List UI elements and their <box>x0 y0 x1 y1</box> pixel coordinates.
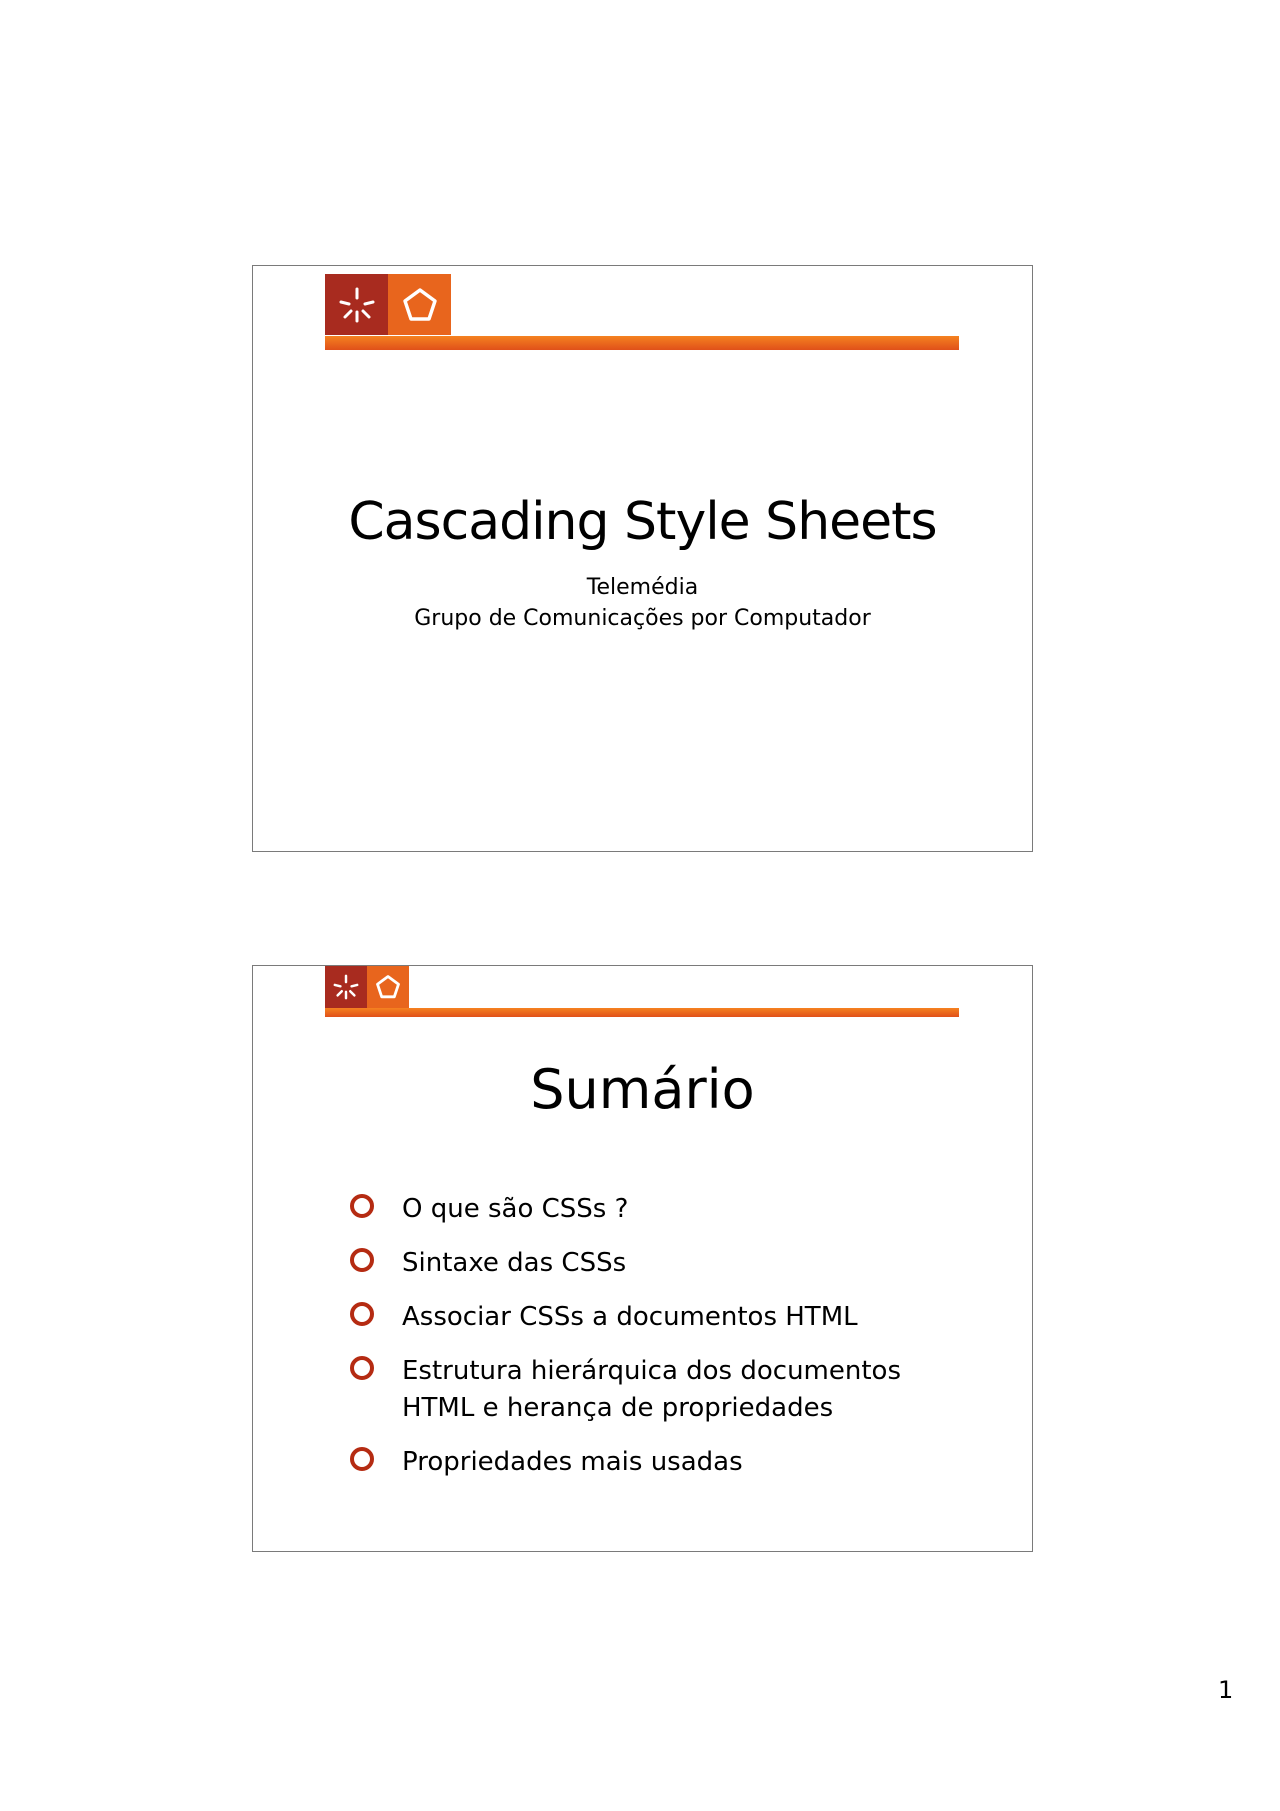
circle-bullet-icon <box>350 1302 374 1326</box>
summary-list <box>350 1191 970 1498</box>
page-number: 1 <box>1218 1676 1234 1704</box>
asterisk-icon <box>325 274 388 335</box>
header-bar <box>325 336 959 350</box>
pentagon-icon <box>388 274 451 335</box>
list-item: O que são CSSs ? <box>350 1191 970 1228</box>
list-item: Estrutura hierárquica dos documentos HTML e herança de propriedades <box>350 1353 970 1427</box>
slide-title <box>252 265 1033 852</box>
slide-title-text: Cascading Style Sheets <box>348 492 937 552</box>
circle-bullet-icon <box>350 1194 374 1218</box>
subtitle-line: Grupo de Comunicações por Computador <box>414 606 871 631</box>
pentagon-icon <box>367 966 409 1008</box>
slide-title-text: Sumário <box>530 1058 755 1121</box>
circle-bullet-icon <box>350 1356 374 1380</box>
header-bar <box>325 1008 959 1017</box>
list-item: Propriedades mais usadas <box>350 1444 970 1481</box>
list-item: Associar CSSs a documentos HTML <box>350 1299 970 1336</box>
university-logo <box>325 274 451 335</box>
subtitle-line: Telemédia <box>586 575 699 600</box>
circle-bullet-icon <box>350 1248 374 1272</box>
slide-summary <box>252 965 1033 1552</box>
university-logo <box>325 966 409 1008</box>
asterisk-icon <box>325 966 367 1008</box>
circle-bullet-icon <box>350 1447 374 1471</box>
list-item: Sintaxe das CSSs <box>350 1245 970 1282</box>
